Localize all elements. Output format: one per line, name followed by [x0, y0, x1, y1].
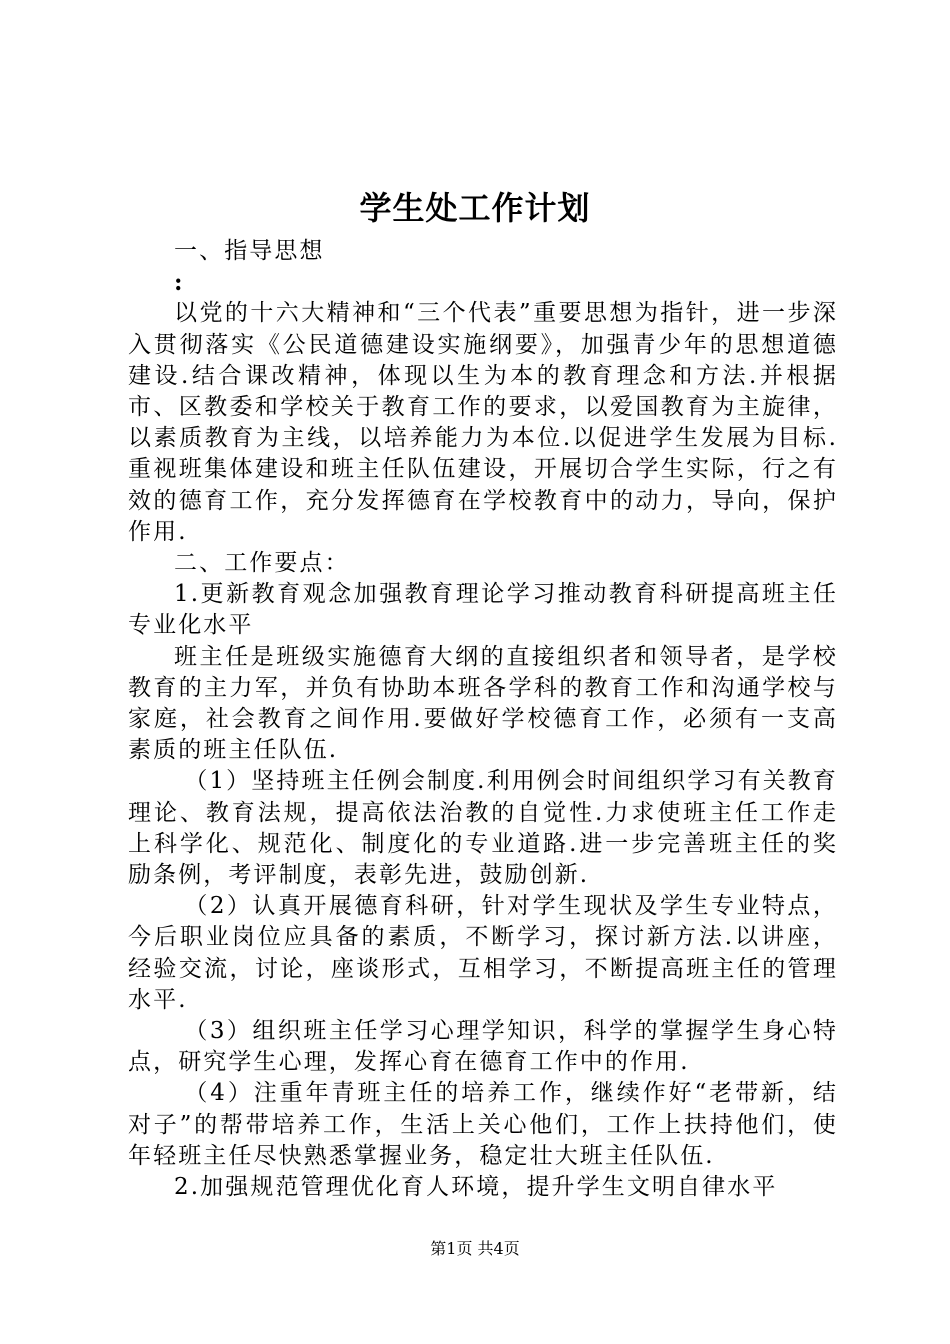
item-2: （2）认真开展德育科研，针对学生现状及学生专业特点，今后职业岗位应具备的素质，不断学习，探讨新方法.以讲座，经验交流，讨论，座谈形式，互相学习，不断提高班主任的管理水平. [128, 893, 838, 1013]
paragraph-class-teacher: 班主任是班级实施德育大纲的直接组织者和领导者，是学校教育的主力军，并负有协助本班各学科的教育工作和沟通学校与家庭，社会教育之间作用.要做好学校德育工作，必须有一支高素质的班主任队伍. [128, 643, 838, 764]
subheading-2: 2.加强规范管理优化育人环境，提升学生文明自律水平 [174, 1174, 778, 1201]
item-3: （3）组织班主任学习心理学知识，科学的掌握学生身心特点，研究学生心理，发挥心育在德育工作中的作用. [128, 1018, 838, 1076]
subheading-1: 1.更新教育观念加强教育理论学习推动教育科研提高班主任专业化水平 [128, 581, 838, 639]
section-heading-work-points: 二、工作要点： [174, 550, 350, 577]
page-footer: 第1页 共4页 [430, 1239, 520, 1258]
document-title: 学生处工作计划 [359, 189, 591, 227]
colon-line: : [174, 269, 185, 297]
item-4: （4）注重年青班主任的培养工作，继续作好“老带新，结对子”的帮带培养工作，生活上关心他们，工作上扶持他们，使年轻班主任尽快熟悉掌握业务，稳定壮大班主任队伍. [128, 1080, 838, 1169]
document-body [128, 236, 838, 1203]
item-1: （1）坚持班主任例会制度.利用例会时间组织学习有关教育理论、教育法规，提高依法治教的自觉性.力求使班主任工作走上科学化、规范化、制度化的专业道路.进一步完善班主任的奖励条例，考评制度，表彰先进，鼓励创新. [128, 768, 838, 889]
paragraph-guiding-ideology: 以党的十六大精神和“三个代表”重要思想为指针，进一步深入贯彻落实《公民道德建设实施纲要》，加强青少年的思想道德建设.结合课改精神，体现以生为本的教育理念和方法.并根据市、区教委和学校关于教育工作的要求，以爱国教育为主旋律，以素质教育为主线，以培养能力为本位.以促进学生发展为目标.重视班集体建设和班主任队伍建设，开展切合学生实际，行之有效的德育工作，充分发挥德育在学校教育中的动力，导向，保护作用. [128, 300, 838, 545]
section-heading-guiding-ideology: 一、指导思想 [174, 238, 325, 264]
